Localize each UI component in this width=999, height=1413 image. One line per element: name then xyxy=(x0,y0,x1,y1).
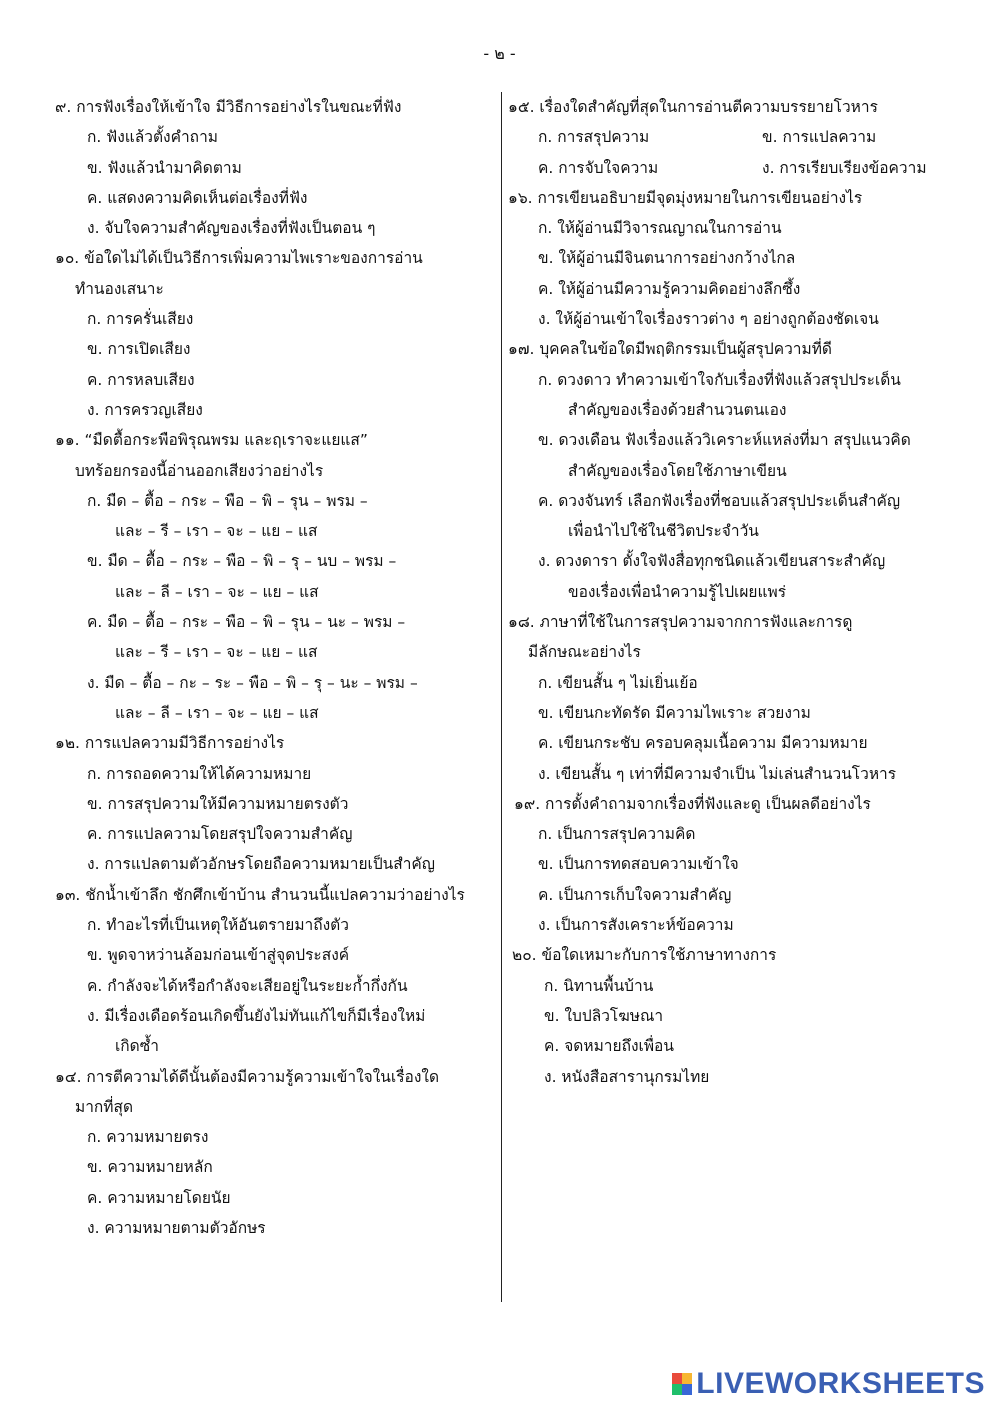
logo-square xyxy=(682,1384,692,1395)
question-text: ๑๑. “มืดตื้อกระพือพิรุณพรม และฤเราจะแยแส” xyxy=(55,431,368,450)
question-text: ๑๓. ชักน้ำเข้าลึก ชักศึกเข้าบ้าน สำนวนนี้แปลความว่าอย่างไร xyxy=(55,885,465,904)
question-text-continued: มากที่สุด xyxy=(75,1097,134,1116)
brand-name: LIVEWORKSHEETS xyxy=(696,1367,985,1400)
option-pair-row xyxy=(508,153,963,183)
answer-option: ข. การสรุปความให้มีความหมายตรงตัว xyxy=(87,794,349,813)
answer-option: ก. ฟังแล้วตั้งคำถาม xyxy=(87,128,218,147)
answer-option: ก. การสรุปความ xyxy=(538,128,650,147)
question-text: ๑๔. การตีความได้ดีนั้นต้องมีความรู้ความเข้าใจในเรื่องใด xyxy=(55,1067,440,1086)
answer-option: และ – ลี – เรา – จะ – แย – แส xyxy=(115,582,319,601)
answer-option: ง. จับใจความสำคัญของเรื่องที่ฟังเป็นตอน ๆ xyxy=(87,219,376,238)
answer-option: ค. เป็นการเก็บใจความสำคัญ xyxy=(538,885,732,904)
answer-option: ค. การแปลความโดยสรุปใจความสำคัญ xyxy=(87,825,353,844)
answer-option: ข. ฟังแล้วนำมาคิดตาม xyxy=(87,158,242,177)
logo-square xyxy=(682,1373,692,1384)
question-text-continued: มีลักษณะอย่างไร xyxy=(528,643,641,662)
answer-option: ง. มีเรื่องเดือดร้อนเกิดขึ้นยังไม่ทันแก้ไขก็มีเรื่องใหม่ xyxy=(87,1006,426,1025)
answer-option: ก. เป็นการสรุปความคิด xyxy=(538,825,696,844)
answer-option: ง. เป็นการสังเคราะห์ข้อความ xyxy=(538,916,734,935)
answer-option: ข. ดวงเดือน ฟังเรื่องแล้ววิเคราะห์แหล่งที่มา สรุปแนวคิด xyxy=(538,431,911,450)
answer-option: ก. เขียนสั้น ๆ ไม่เยิ่นเย้อ xyxy=(538,673,698,692)
answer-option: ก. ให้ผู้อ่านมีวิจารณญาณในการอ่าน xyxy=(538,219,782,238)
option-pair-row xyxy=(508,122,963,152)
answer-option: ก. ทำอะไรที่เป็นเหตุให้อันตรายมาถึงตัว xyxy=(87,916,349,935)
answer-option: ก. ดวงดาว ทำความเข้าใจกับเรื่องที่ฟังแล้วสรุปประเด็น xyxy=(538,370,901,389)
answer-option: ง. ดวงดารา ตั้งใจฟังสื่อทุกชนิดแล้วเขียนสาระสำคัญ xyxy=(538,552,886,571)
answer-option: เกิดซ้ำ xyxy=(115,1037,159,1056)
logo-square xyxy=(672,1384,682,1395)
question-text: ๑๕. เรื่องใดสำคัญที่สุดในการอ่านตีความบรรยายโวหาร xyxy=(508,98,878,116)
answer-option: ง. มืด – ตื้อ – กะ – ระ – พือ – พิ – รุ – นะ – พรม – xyxy=(87,673,418,692)
answer-option: ข. การแปลความ xyxy=(762,128,877,147)
answer-option: และ – รี – เรา – จะ – แย – แส xyxy=(115,522,318,541)
column-divider xyxy=(501,92,502,1302)
answer-option: และ – รี – เรา – จะ – แย – แส xyxy=(115,643,318,662)
answer-option: ค. การจับใจความ xyxy=(538,158,659,177)
page-number: - ๒ - xyxy=(483,44,516,63)
liveworksheets-logo-icon xyxy=(672,1373,692,1395)
answer-option: ค. ความหมายโดยนัย xyxy=(87,1188,231,1207)
answer-option: ข. การเปิดเสียง xyxy=(87,340,191,359)
answer-option: ง. การครวญเสียง xyxy=(87,400,203,419)
answer-option: ก. การครั่นเสียง xyxy=(87,310,194,329)
left-question-column xyxy=(55,92,495,1243)
answer-option: สำคัญของเรื่องโดยใช้ภาษาเขียน xyxy=(568,461,787,480)
answer-option: ก. นิทานพื้นบ้าน xyxy=(544,976,654,995)
answer-option: สำคัญของเรื่องด้วยสำนวนตนเอง xyxy=(568,400,787,419)
answer-option: ข. เขียนกะทัดรัด มีความไพเราะ สวยงาม xyxy=(538,703,811,722)
answer-option: ค. กำลังจะได้หรือกำลังจะเสียอยู่ในระยะก้ำกึ่งกัน xyxy=(87,976,408,995)
answer-option: ก. มืด – ตื้อ – กระ – พือ – พิ – รุน – พรม – xyxy=(87,491,368,510)
answer-option: ข. พูดจาหว่านล้อมก่อนเข้าสู่จุดประสงค์ xyxy=(87,946,350,965)
answer-option: ง. การแปลตามตัวอักษรโดยถือความหมายเป็นสำคัญ xyxy=(87,855,436,874)
answer-option: ข. เป็นการทดสอบความเข้าใจ xyxy=(538,855,739,874)
answer-option: ง. หนังสือสารานุกรมไทย xyxy=(544,1067,710,1086)
question-text: ๑๖. การเขียนอธิบายมีจุดมุ่งหมายในการเขียนอย่างไร xyxy=(508,188,863,207)
question-text-continued: บทร้อยกรองนี้อ่านออกเสียงว่าอย่างไร xyxy=(75,461,324,480)
question-text: ๑๙. การตั้งคำถามจากเรื่องที่ฟังและดู เป็นผลดีอย่างไร xyxy=(514,794,871,813)
answer-option: เพื่อนำไปใช้ในชีวิตประจำวัน xyxy=(568,522,759,541)
answer-option: ข. ให้ผู้อ่านมีจินตนาการอย่างกว้างไกล xyxy=(538,249,796,268)
answer-option: ค. ดวงจันทร์ เลือกฟังเรื่องที่ชอบแล้วสรุปประเด็นสำคัญ xyxy=(538,491,901,510)
answer-option: ก. การถอดความให้ได้ความหมาย xyxy=(87,764,312,783)
answer-option: ค. เขียนกระชับ ครอบคลุมเนื้อความ มีความหมาย xyxy=(538,734,868,753)
question-text: ๒๐. ข้อใดเหมาะกับการใช้ภาษาทางการ xyxy=(512,946,777,965)
question-text: ๑๗. บุคคลในข้อใดมีพฤติกรรมเป็นผู้สรุปความที่ดี xyxy=(508,340,832,359)
answer-option: ค. การหลบเสียง xyxy=(87,370,195,389)
question-text: ๑๐. ข้อใดไม่ได้เป็นวิธีการเพิ่มความไพเราะของการอ่าน xyxy=(55,249,423,268)
right-question-column xyxy=(508,92,963,1092)
answer-option: ของเรื่องเพื่อนำความรู้ไปเผยแพร่ xyxy=(568,582,787,601)
liveworksheets-brand[interactable] xyxy=(672,1367,985,1401)
answer-option: และ – ลี – เรา – จะ – แย – แส xyxy=(115,703,319,722)
answer-option: ค. แสดงความคิดเห็นต่อเรื่องที่ฟัง xyxy=(87,188,308,207)
question-text: ๑๒. การแปลความมีวิธีการอย่างไร xyxy=(55,734,285,753)
answer-option: ค. มืด – ตื้อ – กระ – พือ – พิ – รุน – นะ – พรม – xyxy=(87,613,406,632)
question-text-continued: ทำนองเสนาะ xyxy=(75,279,164,298)
logo-square xyxy=(672,1373,682,1384)
answer-option: ค. จดหมายถึงเพื่อน xyxy=(544,1037,674,1056)
answer-option: ค. ให้ผู้อ่านมีความรู้ความคิดอย่างลึกซึ้ง xyxy=(538,279,801,298)
answer-option: ก. ความหมายตรง xyxy=(87,1128,209,1147)
answer-option: ง. เขียนสั้น ๆ เท่าที่มีความจำเป็น ไม่เล่นสำนวนโวหาร xyxy=(538,764,897,783)
answer-option: ข. ความหมายหลัก xyxy=(87,1158,213,1177)
question-text: ๙. การฟังเรื่องให้เข้าใจ มีวิธีการอย่างไรในขณะที่ฟัง xyxy=(55,98,402,116)
question-text: ๑๘. ภาษาที่ใช้ในการสรุปความจากการฟังและการดู xyxy=(508,613,853,632)
answer-option: ข. มืด – ตื้อ – กระ – พือ – พิ – รุ – นบ – พรม – xyxy=(87,552,397,571)
answer-option: ง. ความหมายตามตัวอักษร xyxy=(87,1218,266,1237)
answer-option: ข. ใบปลิวโฆษณา xyxy=(544,1006,664,1025)
answer-option: ง. การเรียบเรียงข้อความ xyxy=(762,158,927,177)
answer-option: ง. ให้ผู้อ่านเข้าใจเรื่องราวต่าง ๆ อย่างถูกต้องชัดเจน xyxy=(538,310,879,329)
